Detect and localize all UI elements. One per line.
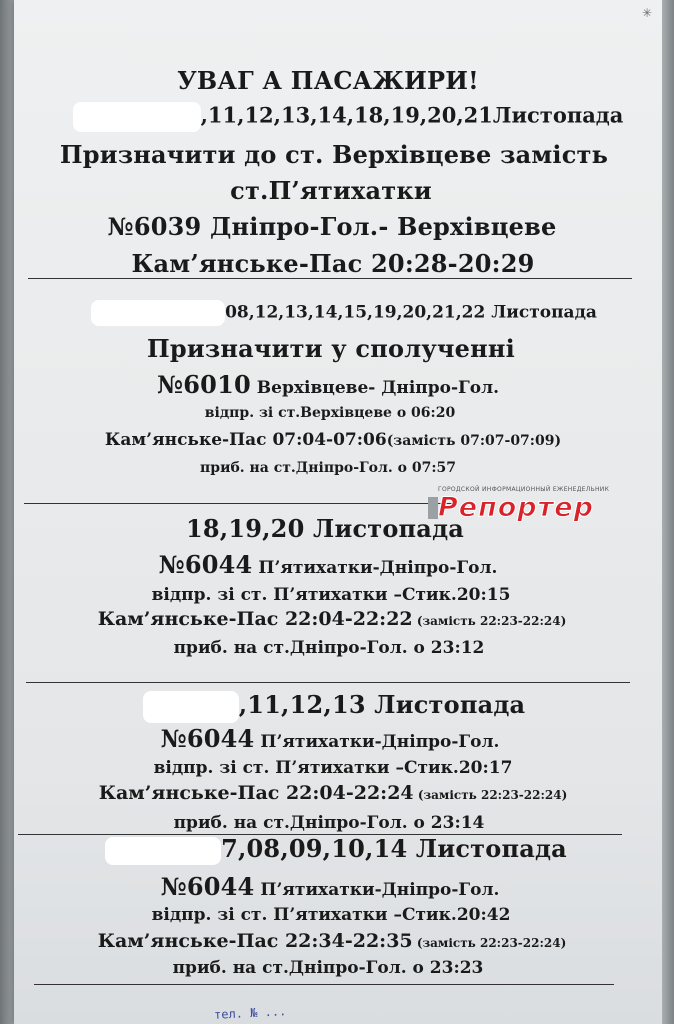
block3-train: №6044 (158, 550, 253, 579)
block1-dates-row (34, 102, 662, 132)
block4-depart: відпр. зі ст. П’ятихатки –Стик.20:17 (153, 758, 513, 778)
block2-line1: Призначити у сполученні (147, 334, 515, 363)
redacted-date (73, 102, 201, 132)
block5-train-row (0, 872, 662, 901)
block2-dates: 08,12,13,14,15,19,20,21,22 Листопада (225, 302, 597, 323)
block1-line4: Кам’янське-Пас 20:28-20:29 (131, 249, 535, 278)
divider-2 (24, 503, 454, 504)
block4-arrive: приб. на ст.Дніпро-Гол. о 23:14 (173, 813, 485, 833)
block2-stop-row (4, 430, 662, 450)
right-edge-shadow (662, 0, 674, 1024)
block4-route: П’ятихатки-Дніпро-Гол. (254, 732, 500, 752)
block5-depart: відпр. зі ст. П’ятихатки –Стик.20:42 (151, 905, 511, 925)
redacted-date (105, 837, 221, 865)
tack-icon: ✳ (641, 6, 652, 20)
block3-stop-note: (замість 22:23-22:24) (412, 614, 567, 628)
block2-train: №6010 (157, 370, 251, 399)
divider-3 (26, 682, 630, 683)
block4-train-row (0, 724, 662, 753)
block1-dates: ,11,12,13,14,18,19,20,21Листопада (200, 102, 624, 128)
redacted-date (143, 691, 239, 723)
block2-depart: відпр. зі ст.Верхівцеве о 06:20 (204, 405, 456, 421)
block2-dates-row (26, 300, 662, 326)
block5-train: №6044 (160, 872, 255, 901)
notice-title: УВАГ А ПАСАЖИРИ! (177, 66, 479, 95)
block3-dates: 18,19,20 Листопада (185, 514, 465, 543)
notice-paper (14, 0, 662, 1024)
block1-line1: Призначити до ст. Верхівцеве замість (59, 140, 609, 169)
block5-dates: 7,08,09,10,14 Листопада (221, 834, 567, 863)
block1-line3: №6039 Дніпро-Гол.- Верхівцеве (107, 212, 557, 241)
block5-stop-row (2, 930, 662, 952)
block2-route: Верхівцеве- Дніпро-Гол. (250, 378, 499, 398)
block3-arrive: приб. на ст.Дніпро-Гол. о 23:12 (173, 638, 485, 658)
logo-tagline: ГОРОДСКОЙ ИНФОРМАЦИОННЫЙ ЕЖЕНЕДЕЛЬНИК (438, 486, 610, 493)
block1-line2: ст.П’ятихатки (230, 176, 432, 205)
logo-name: Репортер (438, 492, 594, 523)
block4-stop-note: (замість 22:23-22:24) (413, 788, 568, 802)
block5-route: П’ятихатки-Дніпро-Гол. (254, 880, 500, 900)
block4-train: №6044 (160, 724, 255, 753)
block2-arrive: приб. на ст.Дніпро-Гол. о 07:57 (200, 460, 456, 476)
redacted-date (91, 300, 225, 326)
block5-arrive: приб. на ст.Дніпро-Гол. о 23:23 (172, 958, 484, 978)
block2-stop: Кам’янське-Пас 07:04-07:06 (104, 430, 387, 450)
block3-stop-row (2, 608, 662, 630)
block3-depart: відпр. зі ст. П’ятихатки –Стик.20:15 (151, 585, 511, 605)
block5-dates-row (10, 834, 662, 865)
block4-stop: Кам’янське-Пас 22:04-22:24 (98, 782, 414, 804)
divider-1 (28, 278, 632, 279)
block5-stop: Кам’янське-Пас 22:34-22:35 (97, 930, 413, 952)
block3-route: П’ятихатки-Дніпро-Гол. (252, 558, 498, 578)
divider-5 (34, 984, 614, 985)
block4-dates: ,11,12,13 Листопада (238, 690, 526, 719)
block3-train-row (0, 550, 662, 579)
block2-stop-note: (замість 07:07-07:09) (386, 433, 562, 449)
handwritten-note: тел. № ... (213, 1004, 287, 1022)
block3-stop: Кам’янське-Пас 22:04-22:22 (97, 608, 413, 630)
block4-dates-row (6, 690, 662, 723)
block5-stop-note: (замість 22:23-22:24) (412, 936, 567, 950)
block4-stop-row (4, 782, 662, 804)
block2-train-row (0, 370, 662, 399)
